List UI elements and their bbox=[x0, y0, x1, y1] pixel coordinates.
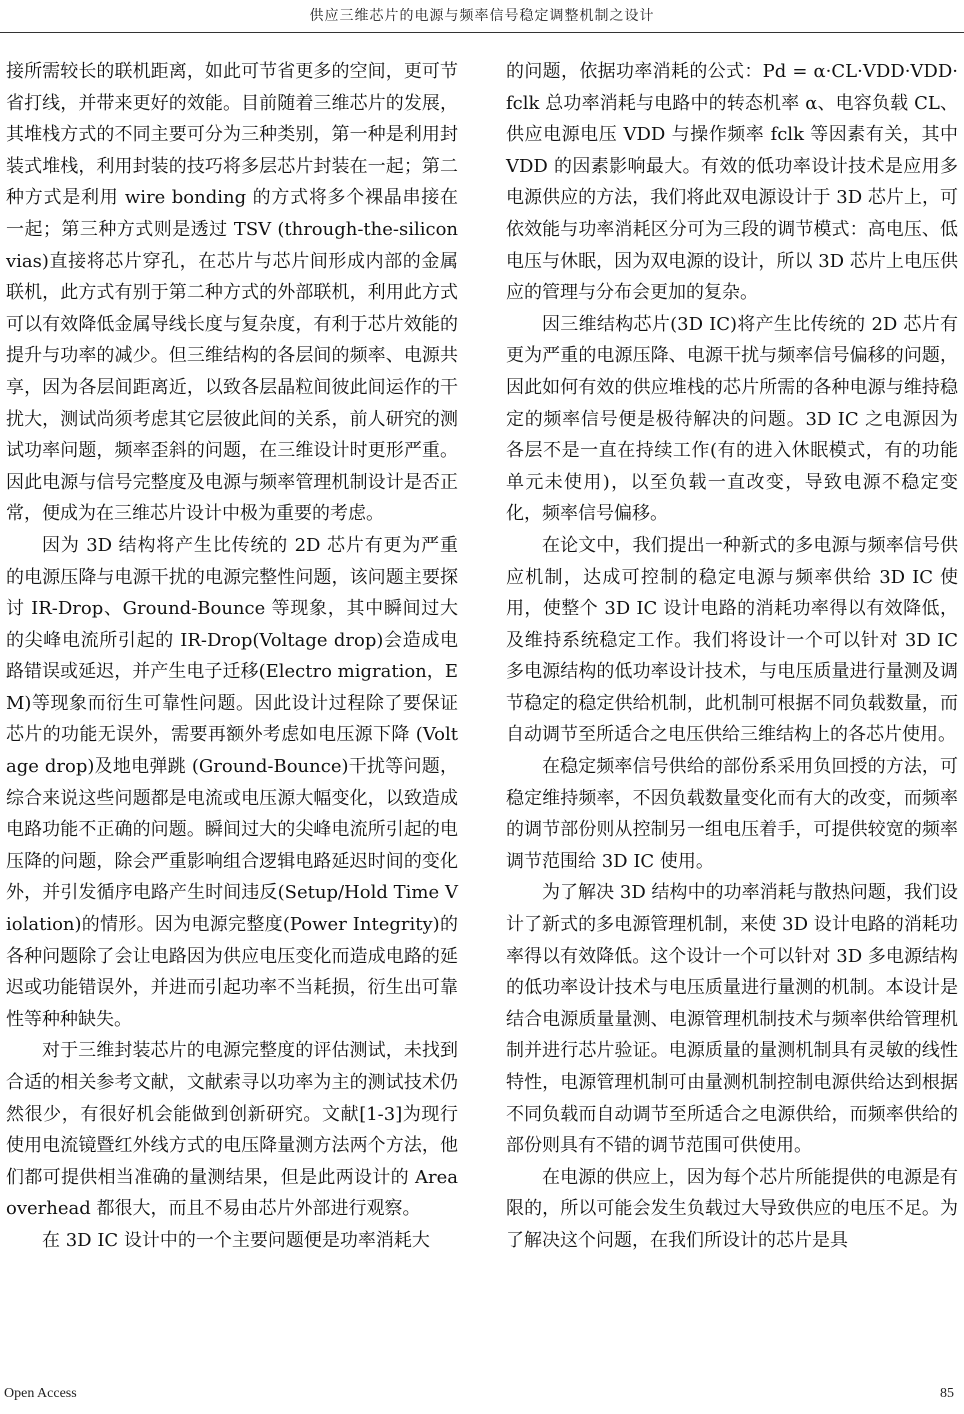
paragraph: 接所需较长的联机距离，如此可节省更多的空间，更可节省打线，并带来更好的效能。目前随着三维芯片的发展，其堆栈方式的不同主要可分为三种类别，第一种是利用封装式堆栈，利用封装的技巧将多层芯片封装在一起；第二种方式是利用 wire bonding 的方式将多个裸晶串接在一起；第三种方式则是透过 TSV (through-the-silicon vias)直接将芯片穿孔，在芯片与芯片间形成内部的金属联机，此方式有别于第二种方式的外部联机，利用此方式可以有效降低金属导线长度与复杂度，有利于芯片效能的提升与功率的减少。但三维结构的各层间的频率、电源共享，因为各层间距离近，以致各层晶粒间彼此间运作的干扰大，测试尚须考虑其它层彼此间的关系，前人研究的测试功率问题，频率歪斜的问题，在三维设计时更形严重。因此电源与信号完整度及电源与频率管理机制设计是否正常，便成为在三维芯片设计中极为重要的考虑。 bbox=[6, 61, 458, 525]
running-header: 供应三维芯片的电源与频率信号稳定调整机制之设计 bbox=[309, 8, 655, 24]
right-column bbox=[506, 56, 958, 1257]
paragraph: 因三维结构芯片(3D IC)将产生比传统的 2D 芯片有更为严重的电源压降、电源干扰与频率信号偏移的问题，因此如何有效的供应堆栈的芯片所需的各种电源与维持稳定的频率信号便是极待解决的问题。3D IC 之电源因为各层不是一直在持续工作(有的进入休眠模式，有的功能单元未使用)，以至负载一直改变，导致电源不稳定变化，频率信号偏移。 bbox=[506, 313, 958, 525]
footer-journal: Open Access bbox=[4, 1386, 77, 1401]
left-column bbox=[6, 56, 458, 1257]
paragraph: 因为 3D 结构将产生比传统的 2D 芯片有更为严重的电源压降与电源干扰的电源完整性问题，该问题主要探讨 IR-Drop、Ground-Bounce 等现象，其中瞬间过大的尖峰电流所引起的 IR-Drop(Voltage drop)会造成电路错误或延迟，并产生电子迁移(Electro migration，EM)等现象而衍生可靠性问题。因此设计过程除了要保证芯片的功能无误外，需要再额外考虑如电压源下降 (Voltage drop)及地电弹跳 (Ground-Bounce)干扰等问题，综合来说这些问题都是电流或电压源大幅变化，以致造成电路功能不正确的问题。瞬间过大的尖峰电流所引起的电压降的问题，除会严重影响组合逻辑电路延迟时间的变化外，并引发循序电路产生时间违反(Setup/Hold Time Violation)的情形。因为电源完整度(Power Integrity)的各种问题除了会让电路因为供应电压变化而造成电路的延迟或功能错误外，并进而引起功率不当耗损，衍生出可靠性等种种缺失。 bbox=[6, 534, 458, 1030]
header-rule bbox=[0, 32, 964, 33]
paragraph: 在 3D IC 设计中的一个主要问题便是功率消耗大 bbox=[42, 1229, 430, 1251]
paragraph: 在论文中，我们提出一种新式的多电源与频率信号供应机制，达成可控制的稳定电源与频率供给 3D IC 使用，使整个 3D IC 设计电路的消耗功率得以有效降低，及维持系统稳定工作。我们将设计一个可以针对 3D IC 多电源结构的低功率设计技术，与电压质量进行量测及调节稳定的稳定供给机制，此机制可根据不同负载数量，而自动调节至所适合之电压供给三维结构上的各芯片使用。 bbox=[506, 534, 958, 746]
paragraph: 在电源的供应上，因为每个芯片所能提供的电源是有限的，所以可能会发生负载过大导致供应的电压不足。为了解决这个问题，在我们所设计的芯片是具 bbox=[506, 1166, 958, 1251]
paragraph: 为了解决 3D 结构中的功率消耗与散热问题，我们设计了新式的多电源管理机制，来使 3D 设计电路的消耗功率得以有效降低。这个设计一个可以针对 3D 多电源结构的低功率设计技术与电压质量进行量测的机制。本设计是结合电源质量量测、电源管理机制技术与频率供给管理机制并进行芯片验证。电源质量的量测机制具有灵敏的线性特性，电源管理机制可由量测机制控制电源供给达到根据不同负载而自动调节至所适合之电源供给，而频率供给的部份则具有不错的调节范围可供使用。 bbox=[506, 882, 958, 1157]
paragraph: 在稳定频率信号供给的部份系采用负回授的方法，可稳定维持频率，不因负载数量变化而有大的改变，而频率的调节部份则从控制另一组电压着手，可提供较宽的频率调节范围给 3D IC 使用。 bbox=[506, 756, 958, 872]
paragraph: 的问题，依据功率消耗的公式：Pd = α·CL·VDD·VDD·fclk 总功率消耗与电路中的转态机率 α、电容负载 CL、供应电源电压 VDD 与操作频率 fclk 等因素有关，其中 VDD 的因素影响最大。有效的低功率设计技术是应用多电源供应的方法，我们将此双电源设计于 3D 芯片上，可依效能与功率消耗区分可为三段的调节模式：高电压、低电压与休眠，因为双电源的设计，所以 3D 芯片上电压供应的管理与分布会更加的复杂。 bbox=[506, 61, 958, 304]
paragraph: 对于三维封装芯片的电源完整度的评估测试，未找到合适的相关参考文献，文献索寻以功率为主的测试技术仍然很少，有很好机会能做到创新研究。文献[1-3]为现行使用电流镜暨红外线方式的电压降量测方法两个方法，他们都可提供相当准确的量测结果，但是此两设计的 Area overhead 都很大，而且不易由芯片外部进行观察。 bbox=[6, 1040, 458, 1220]
page-number: 85 bbox=[940, 1386, 954, 1401]
